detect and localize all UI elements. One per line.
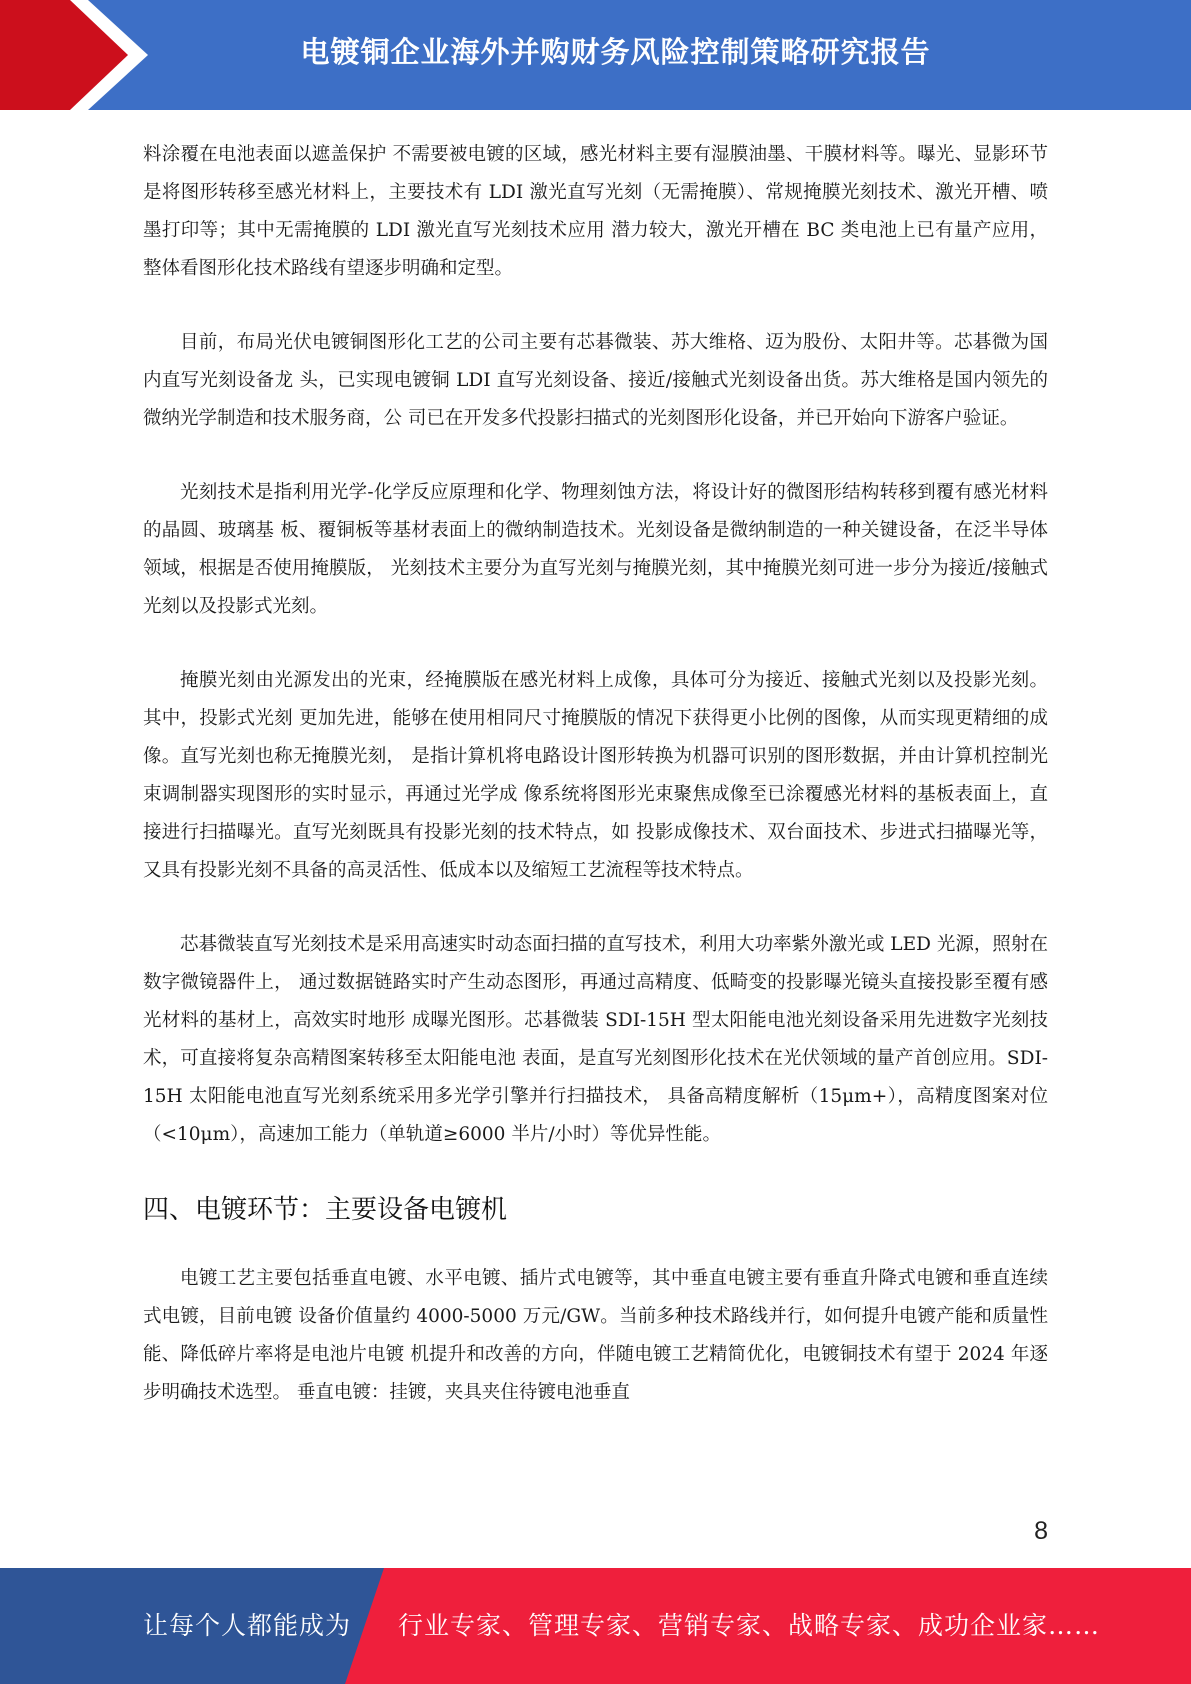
paragraph: 电镀工艺主要包括垂直电镀、水平电镀、插片式电镀等，其中垂直电镀主要有垂直升降式电镀和垂直连续式电镀，目前电镀 设备价值量约 4000-5000 万元/GW。当前多种技术路线并行，如何提升电镀产能和质量性能、降低碎片率将是电池片电镀 机提升和改善的方向，伴随电镀工艺精简优化，电镀铜技术有望于 2024 年逐步明确技术选型。 垂直电镀：挂镀，夹具夹住待镀电池垂直 xyxy=(143,1268,1048,1403)
footer-banner xyxy=(0,1568,1191,1684)
paragraph-continued: 料涂覆在电池表面以遮盖保护 不需要被电镀的区域，感光材料主要有湿膜油墨、干膜材料等。曝光、显影环节是将图形转移至感光材料上，主要技术有 LDI 激光直写光刻（无需掩膜）、常规掩膜光刻技术、激光开槽、喷墨打印等；其中无需掩膜的 LDI 激光直写光刻技术应用 潜力较大，激光开槽在 BC 类电池上已有量产应用，整体看图形化技术路线有望逐步明确和定型。 xyxy=(143,144,1048,279)
footer-slogan-right: 行业专家、管理专家、营销专家、战略专家、成功企业家…… xyxy=(398,1611,1101,1640)
page-number: 8 xyxy=(1034,1517,1048,1545)
page-content xyxy=(143,136,1048,1448)
section-heading: 四、电镀环节：主要设备电镀机 xyxy=(143,1195,508,1225)
footer-slogan-left: 让每个人都能成为 xyxy=(143,1611,352,1640)
paragraph: 光刻技术是指利用光学-化学反应原理和化学、物理刻蚀方法，将设计好的微图形结构转移到覆有感光材料的晶圆、玻璃基 板、覆铜板等基材表面上的微纳制造技术。光刻设备是微纳制造的一种关键设备，在泛半导体领域，根据是否使用掩膜版， 光刻技术主要分为直写光刻与掩膜光刻，其中掩膜光刻可进一步分为接近/接触式光刻以及投影式光刻。 xyxy=(143,482,1048,617)
header-banner xyxy=(0,0,1191,110)
paragraph: 掩膜光刻由光源发出的光束，经掩膜版在感光材料上成像，具体可分为接近、接触式光刻以及投影光刻。其中，投影式光刻 更加先进，能够在使用相同尺寸掩膜版的情况下获得更小比例的图像，从而实现更精细的成像。直写光刻也称无掩膜光刻， 是指计算机将电路设计图形转换为机器可识别的图形数据，并由计算机控制光束调制器实现图形的实时显示，再通过光学成 像系统将图形光束聚焦成像至已涂覆感光材料的基板表面上，直接进行扫描曝光。直写光刻既具有投影光刻的技术特点，如 投影成像技术、双台面技术、步进式扫描曝光等，又具有投影光刻不具备的高灵活性、低成本以及缩短工艺流程等技术特点。 xyxy=(143,670,1048,881)
paragraph: 芯碁微装直写光刻技术是采用高速实时动态面扫描的直写技术，利用大功率紫外激光或 LED 光源，照射在数字微镜器件上， 通过数据链路实时产生动态图形，再通过高精度、低畸变的投影曝光镜头直接投影至覆有感光材料的基材上，高效实时地形 成曝光图形。芯碁微装 SDI-15H 型太阳能电池光刻设备采用先进数字光刻技术，可直接将复杂高精图案转移至太阳能电池 表面，是直写光刻图形化技术在光伏领域的量产首创应用。SDI-15H 太阳能电池直写光刻系统采用多光学引擎并行扫描技术， 具备高精度解析（15μm+），高精度图案对位（<10μm），高速加工能力（单轨道≥6000 半片/小时）等优异性能。 xyxy=(143,934,1048,1145)
paragraph: 目前，布局光伏电镀铜图形化工艺的公司主要有芯碁微装、苏大维格、迈为股份、太阳井等。芯碁微为国内直写光刻设备龙 头，已实现电镀铜 LDI 直写光刻设备、接近/接触式光刻设备出货。苏大维格是国内领先的微纳光学制造和技术服务商，公 司已在开发多代投影扫描式的光刻图形化设备，并已开始向下游客户验证。 xyxy=(143,332,1048,429)
document-title: 电镀铜企业海外并购财务风险控制策略研究报告 xyxy=(300,35,931,69)
